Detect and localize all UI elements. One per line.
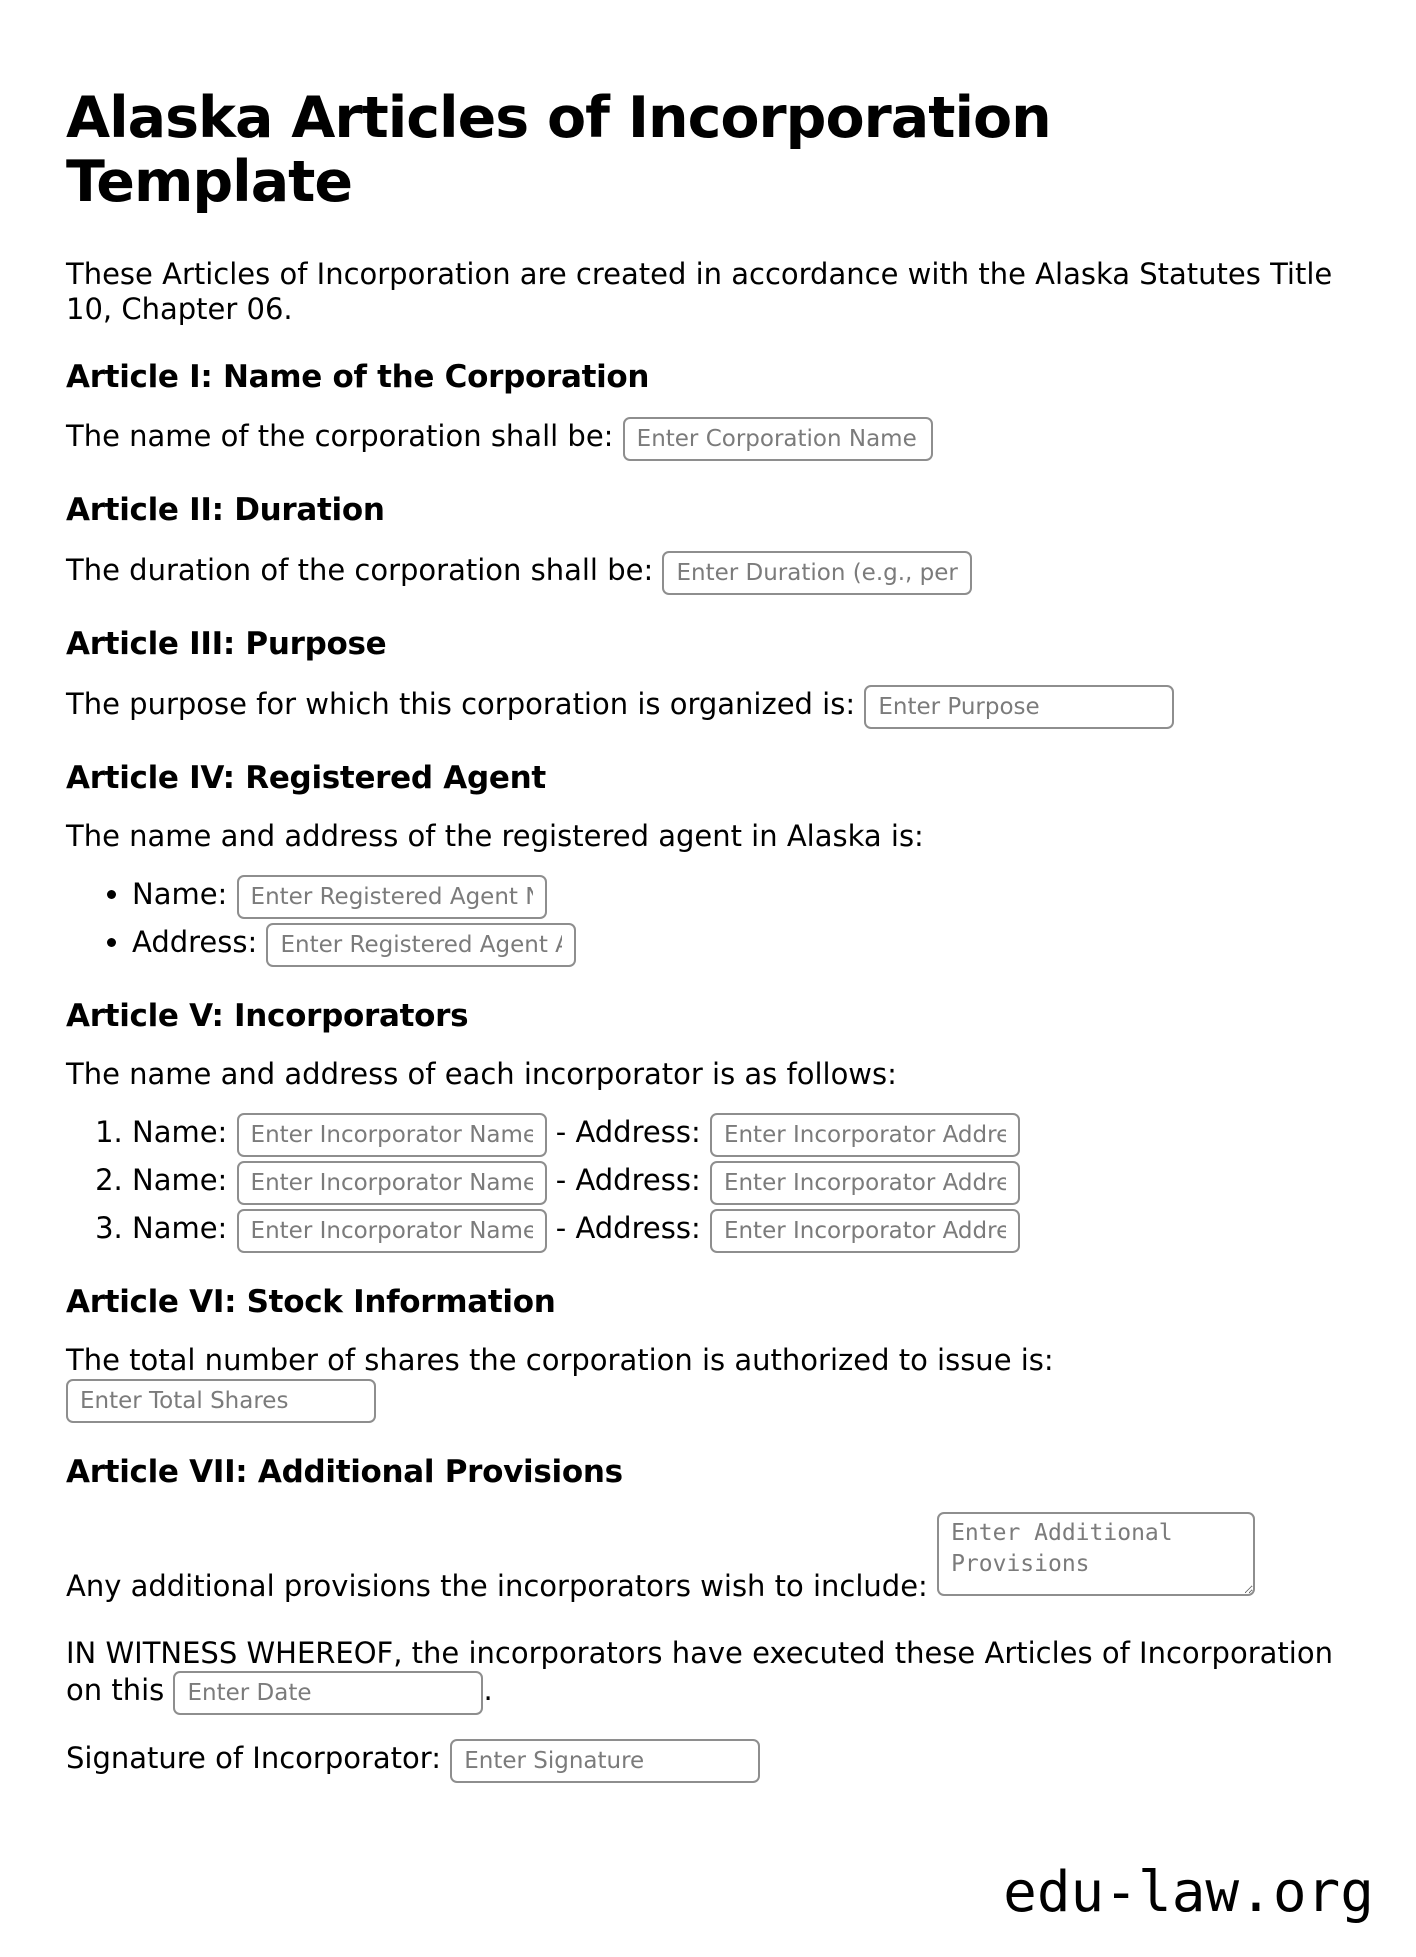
date-input[interactable] <box>173 1671 483 1715</box>
corporation-name-label: The name of the corporation shall be: <box>66 419 614 454</box>
incorporator-1-name-input[interactable] <box>237 1113 547 1157</box>
incorporator-2-name-input[interactable] <box>237 1161 547 1205</box>
total-shares-row <box>66 1343 1350 1422</box>
incorporator-2-address-label: - Address: <box>555 1163 701 1198</box>
purpose-label: The purpose for which this corporation is organized is: <box>66 687 856 721</box>
article-5-heading: Article V: Incorporators <box>66 998 469 1035</box>
additional-provisions-label: Any additional provisions the incorporators wish to include: <box>66 1569 928 1604</box>
incorporators-list <box>66 1113 1350 1253</box>
page-title: Alaska Articles of Incorporation Template <box>66 85 1051 216</box>
duration-row <box>66 551 1350 595</box>
incorporator-1-name-label: Name: <box>132 1115 228 1150</box>
agent-address-input[interactable] <box>266 923 576 967</box>
additional-provisions-textarea[interactable] <box>937 1512 1255 1596</box>
additional-provisions-row <box>66 1512 1350 1604</box>
agent-name-label: Name: <box>132 877 228 912</box>
agent-address-item <box>132 923 1350 967</box>
incorporator-1-address-input[interactable] <box>710 1113 1020 1157</box>
purpose-input[interactable] <box>864 685 1174 729</box>
site-watermark: edu-law.org <box>1003 1860 1374 1926</box>
article-1-heading: Article I: Name of the Corporation <box>66 358 650 395</box>
total-shares-input[interactable] <box>66 1379 376 1423</box>
article-4-heading: Article IV: Registered Agent <box>66 760 546 796</box>
registered-agent-intro: The name and address of the registered agent in Alaska is: <box>66 818 924 853</box>
signature-row <box>66 1739 1350 1783</box>
incorporator-3-address-input[interactable] <box>710 1209 1020 1253</box>
incorporator-row-3 <box>132 1209 1350 1253</box>
incorporator-3-name-input[interactable] <box>237 1209 547 1253</box>
article-6-heading: Article VI: Stock Information <box>66 1284 556 1321</box>
duration-label: The duration of the corporation shall be: <box>66 553 654 588</box>
witness-clause <box>66 1636 1350 1715</box>
signature-label: Signature of Incorporator: <box>66 1741 441 1776</box>
agent-name-input[interactable] <box>237 875 547 919</box>
corporation-name-input[interactable] <box>623 417 933 461</box>
incorporator-1-address-label: - Address: <box>555 1115 701 1150</box>
article-7-heading: Article VII: Additional Provisions <box>66 1453 623 1490</box>
incorporator-row-1 <box>132 1113 1350 1157</box>
incorporator-3-address-label: - Address: <box>555 1211 701 1246</box>
intro-text: These Articles of Incorporation are created in accordance with the Alaska Statutes Title 10, Chapter 06. <box>66 256 1333 327</box>
duration-input[interactable] <box>662 551 972 595</box>
incorporators-intro: The name and address of each incorporator is as follows: <box>66 1057 897 1091</box>
purpose-row <box>66 685 1350 729</box>
incorporator-3-name-label: Name: <box>132 1211 228 1246</box>
incorporator-2-name-label: Name: <box>132 1163 228 1198</box>
total-shares-label: The total number of shares the corporation is authorized to issue is: <box>66 1343 1054 1378</box>
witness-period: . <box>483 1673 493 1708</box>
registered-agent-list <box>66 875 1350 967</box>
witness-text: IN WITNESS WHEREOF, the incorporators have executed these Articles of Incorporation on this <box>66 1635 1333 1708</box>
corporation-name-row <box>66 417 1350 461</box>
incorporator-row-2 <box>132 1161 1350 1205</box>
article-3-heading: Article III: Purpose <box>66 626 387 663</box>
incorporator-2-address-input[interactable] <box>710 1161 1020 1205</box>
article-2-heading: Article II: Duration <box>66 492 385 529</box>
signature-input[interactable] <box>450 1739 760 1783</box>
agent-address-label: Address: <box>132 925 258 960</box>
agent-name-item <box>132 875 1350 919</box>
